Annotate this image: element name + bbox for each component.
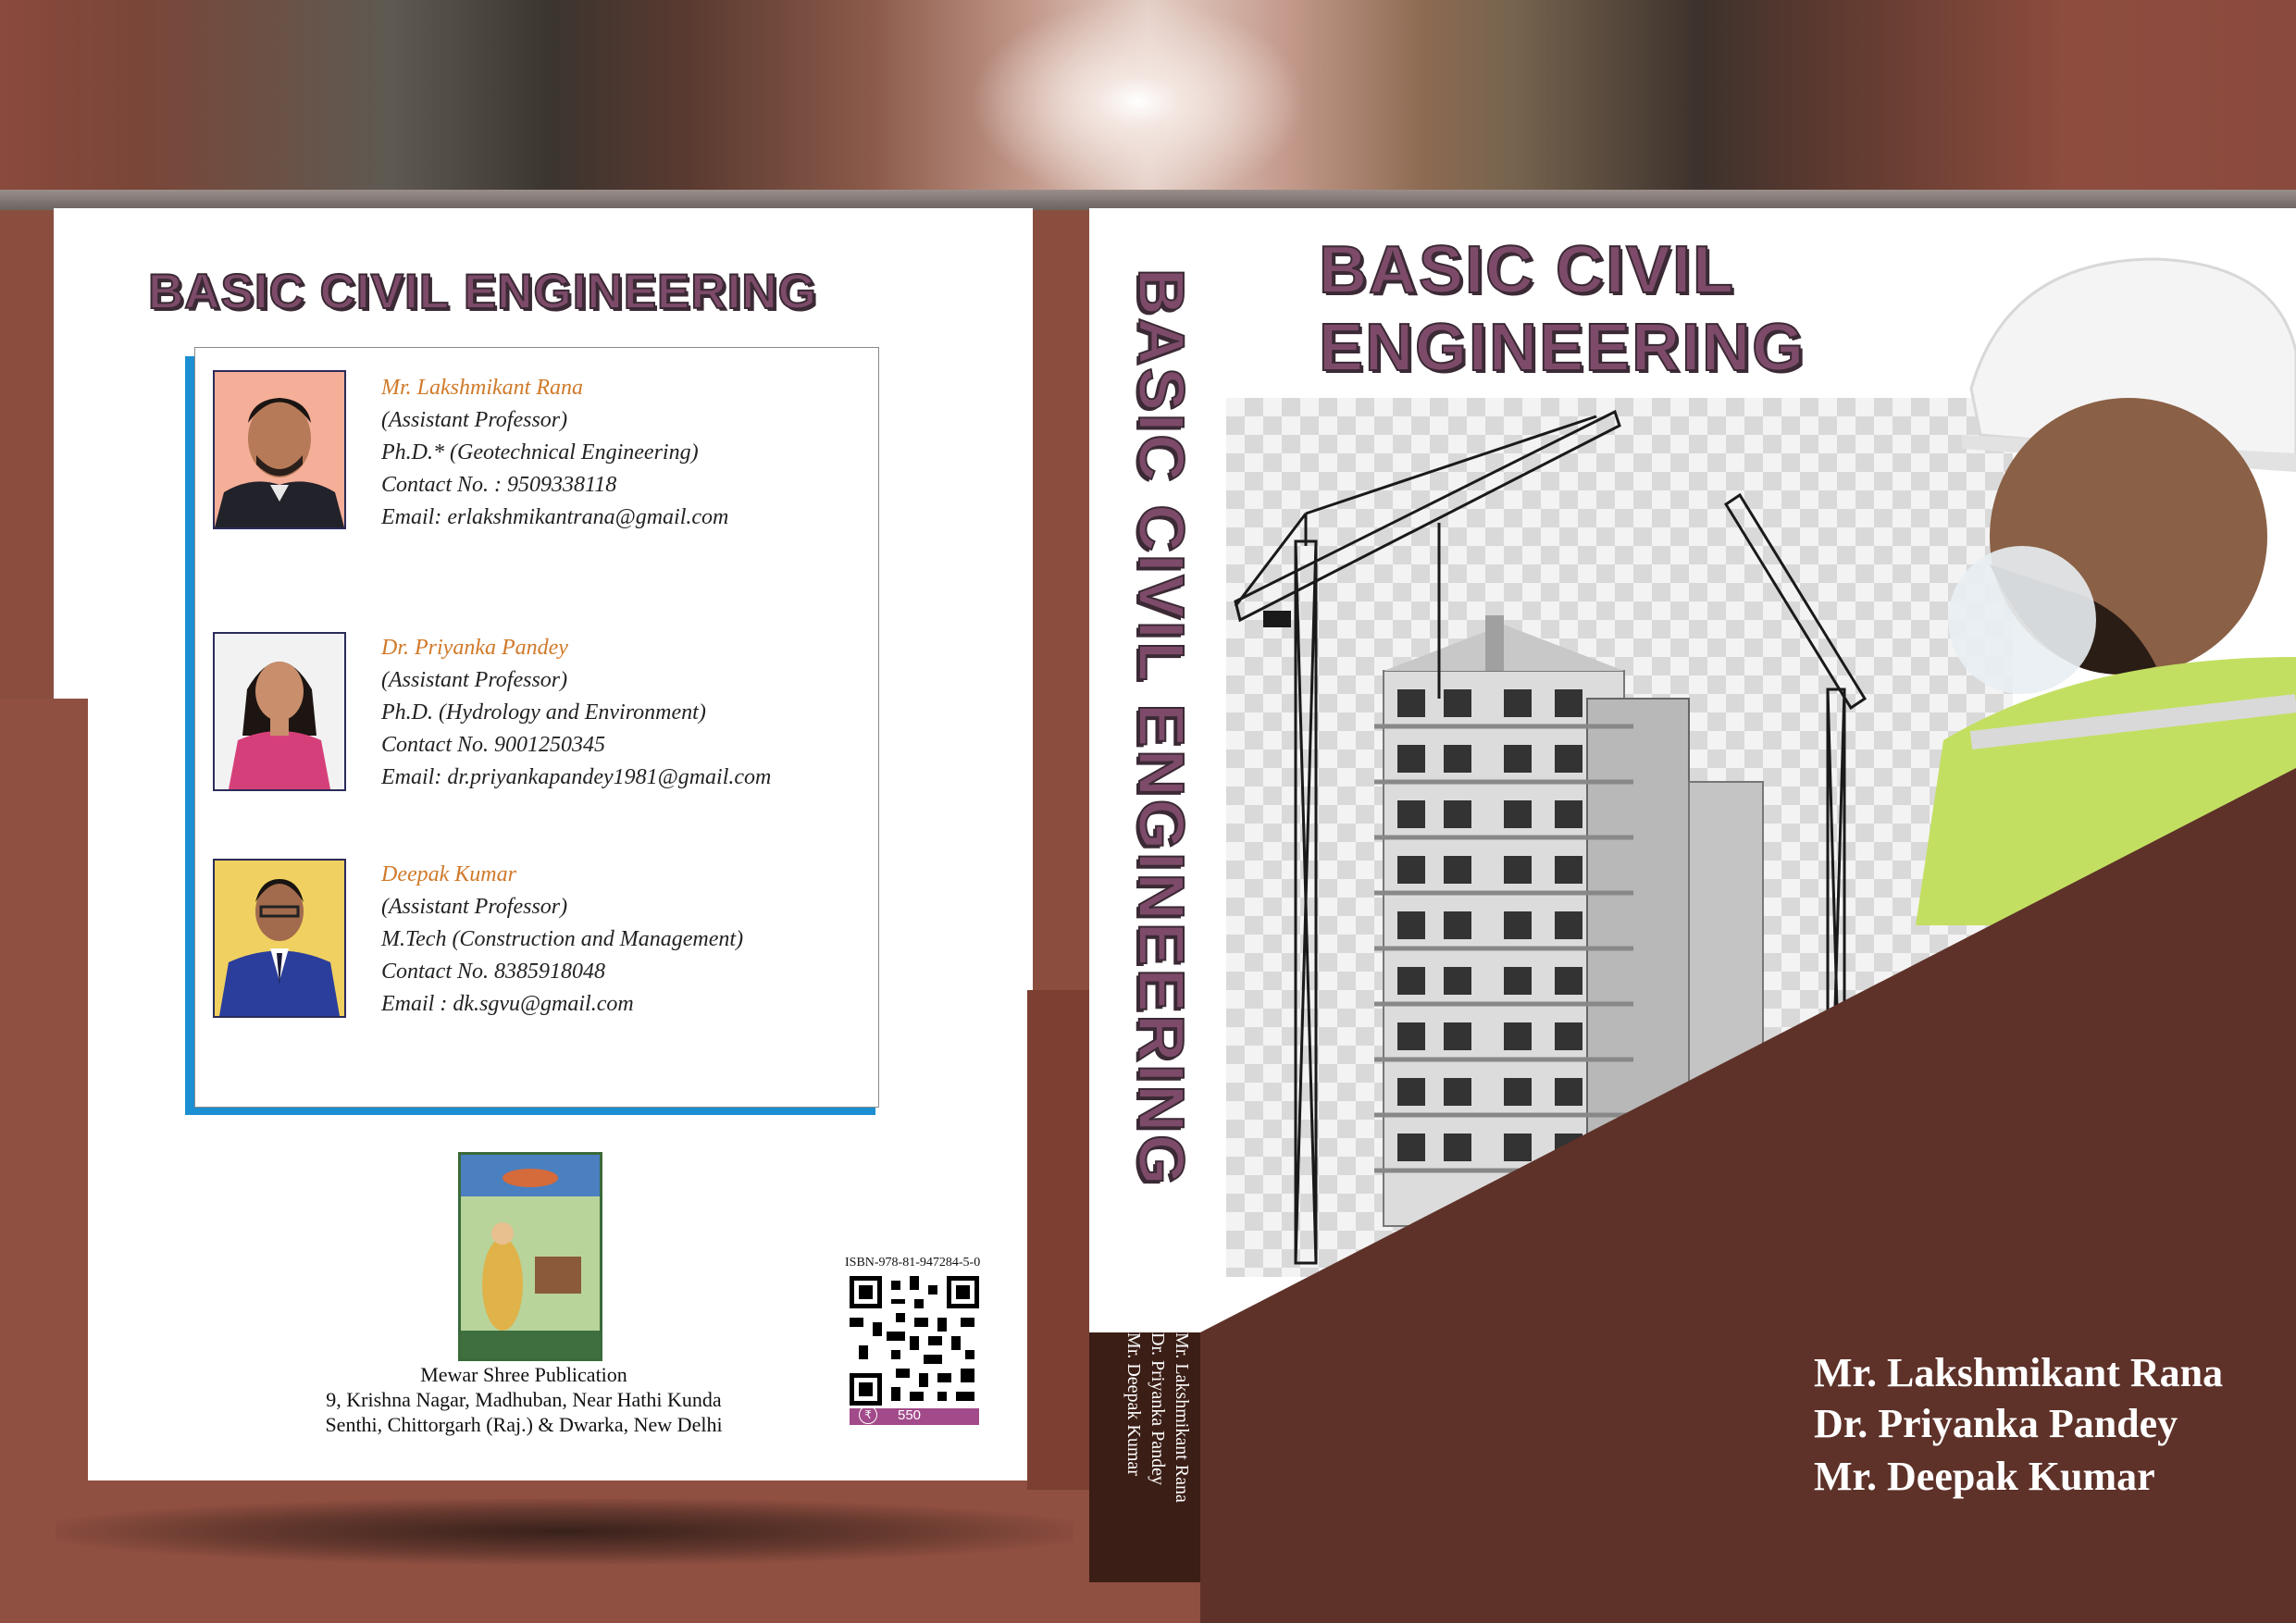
author-position: (Assistant Professor): [381, 408, 568, 432]
publisher-name: Mewar Shree Publication: [420, 1363, 627, 1386]
price-label: 550: [898, 1407, 922, 1423]
front-title-line2: ENGINEERING: [1319, 311, 1806, 385]
author-contact: Contact No. 9001250345: [381, 733, 606, 757]
front-author-2: Dr. Priyanka Pandey: [1814, 1401, 2178, 1446]
top-gradient-band: [0, 0, 2296, 199]
front-author-3: Mr. Deepak Kumar: [1814, 1454, 2155, 1499]
author-position: (Assistant Professor): [381, 668, 568, 692]
front-author-1: Mr. Lakshmikant Rana: [1814, 1350, 2224, 1395]
back-cover-right-wedge: [1027, 990, 1092, 1490]
rupee-icon: ₹: [859, 1406, 877, 1424]
publisher-address-line1: 9, Krishna Nagar, Madhuban, Near Hathi Kunda: [326, 1388, 722, 1411]
author-email: Email : dk.sgvu@gmail.com: [381, 992, 634, 1016]
isbn-label: ISBN-978-81-947284-5-0: [845, 1256, 981, 1270]
author-qualification: M.Tech (Construction and Management): [381, 927, 744, 951]
author-qualification: Ph.D. (Hydrology and Environment): [381, 700, 706, 725]
qr-code-icon: [850, 1276, 979, 1406]
author-photo-3: [213, 859, 346, 1018]
spine-title: BASIC CIVIL ENGINEERING: [1125, 268, 1198, 1188]
back-cover-title: BASIC CIVIL ENGINEERING: [148, 265, 817, 319]
author-qualification: Ph.D.* (Geotechnical Engineering): [381, 440, 699, 465]
author-name: Dr. Priyanka Pandey: [381, 636, 568, 660]
author-email: Email: erlakshmikantrana@gmail.com: [381, 505, 729, 529]
author-contact: Contact No. 8385918048: [381, 960, 606, 984]
spine-author-1: Mr. Lakshmikant Rana: [1172, 1332, 1192, 1503]
spine-authors: [1122, 1332, 1194, 1564]
author-photo-1: [213, 370, 346, 529]
author-name: Deepak Kumar: [381, 862, 516, 886]
author-position: (Assistant Professor): [381, 895, 568, 919]
grey-divider-strip: [0, 190, 2296, 210]
author-email: Email: dr.priyankapandey1981@gmail.com: [381, 765, 772, 789]
front-title-line1: BASIC CIVIL: [1319, 233, 1736, 307]
publisher-address-line2: Senthi, Chittorgarh (Raj.) & Dwarka, New Delhi: [325, 1413, 723, 1436]
front-cover-title: [1319, 231, 1806, 387]
author-name: Mr. Lakshmikant Rana: [381, 376, 583, 400]
back-cover-left-wedge: [0, 699, 88, 1494]
spine-author-3: Mr. Deepak Kumar: [1123, 1332, 1144, 1476]
author-contact: Contact No. : 9509338118: [381, 473, 617, 497]
author-info-3: [381, 859, 743, 1021]
author-info-1: [381, 372, 728, 534]
author-info-2: [381, 632, 771, 794]
publisher-logo-painting: [458, 1152, 602, 1361]
spine-author-2: Dr. Priyanka Pandey: [1148, 1332, 1168, 1485]
bottom-shadow: [56, 1499, 1074, 1564]
author-photo-2: [213, 632, 346, 791]
